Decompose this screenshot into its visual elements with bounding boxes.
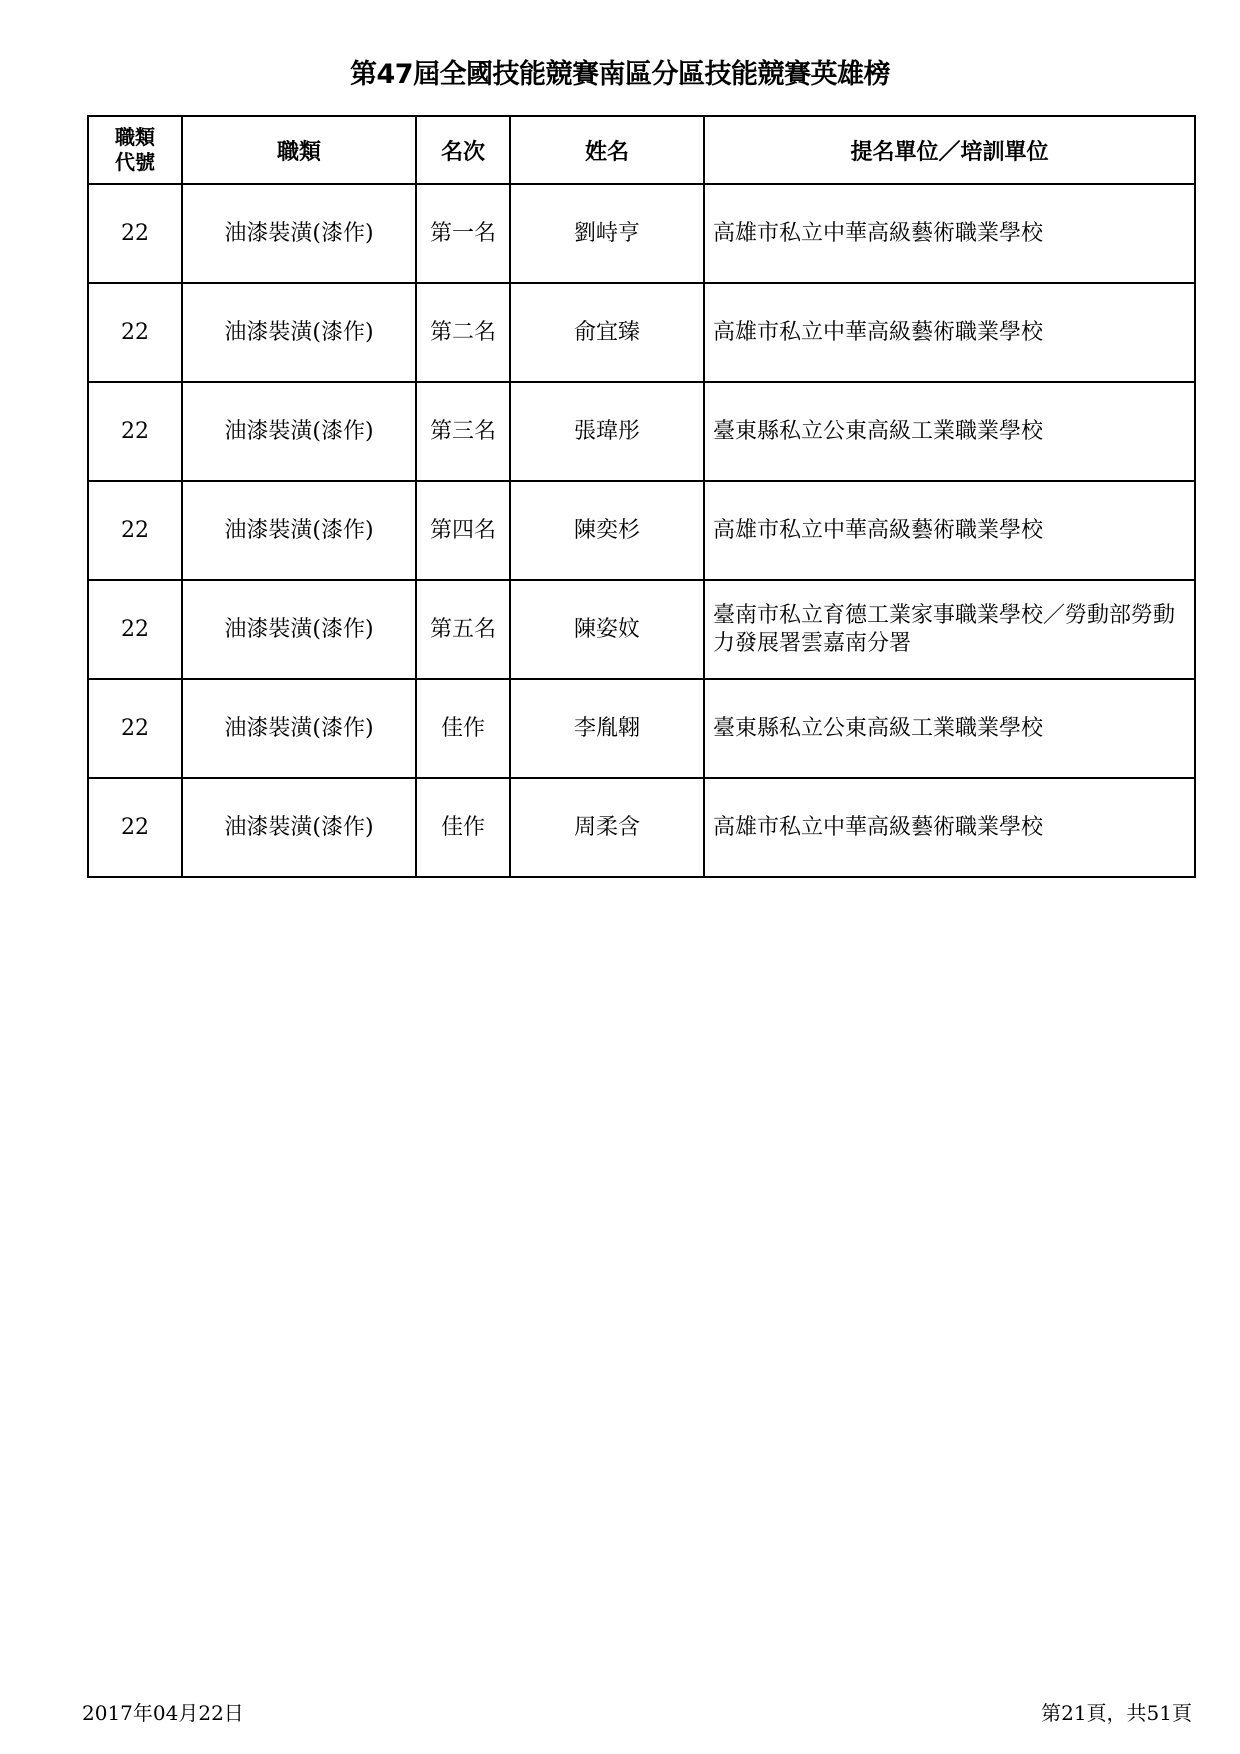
cell-rank: 第一名 bbox=[416, 184, 510, 283]
cell-unit: 高雄市私立中華高級藝術職業學校 bbox=[704, 778, 1195, 877]
cell-unit: 臺南市私立育德工業家事職業學校／勞動部勞動力發展署雲嘉南分署 bbox=[704, 580, 1195, 679]
cell-name: 張瑋彤 bbox=[510, 382, 704, 481]
cell-code: 22 bbox=[88, 481, 182, 580]
cell-name: 周柔含 bbox=[510, 778, 704, 877]
cell-category: 油漆裝潢(漆作) bbox=[182, 184, 416, 283]
cell-rank: 佳作 bbox=[416, 778, 510, 877]
header-category-code bbox=[88, 116, 182, 184]
header-category-code-line1: 職類 bbox=[115, 125, 155, 149]
page-title: 第47屆全國技能競賽南區分區技能競賽英雄榜 bbox=[349, 59, 891, 90]
hero-roster-table bbox=[87, 115, 1196, 878]
cell-unit: 臺東縣私立公東高級工業職業學校 bbox=[704, 679, 1195, 778]
table-row bbox=[88, 679, 1195, 778]
cell-code: 22 bbox=[88, 283, 182, 382]
cell-unit: 臺東縣私立公東高級工業職業學校 bbox=[704, 382, 1195, 481]
header-unit: 提名單位／培訓單位 bbox=[704, 116, 1195, 184]
table-row bbox=[88, 283, 1195, 382]
cell-rank: 第二名 bbox=[416, 283, 510, 382]
cell-code: 22 bbox=[88, 580, 182, 679]
cell-category: 油漆裝潢(漆作) bbox=[182, 778, 416, 877]
table-row bbox=[88, 382, 1195, 481]
cell-name: 劉峙亨 bbox=[510, 184, 704, 283]
cell-unit: 高雄市私立中華高級藝術職業學校 bbox=[704, 184, 1195, 283]
cell-unit: 高雄市私立中華高級藝術職業學校 bbox=[704, 481, 1195, 580]
cell-category: 油漆裝潢(漆作) bbox=[182, 679, 416, 778]
cell-rank: 佳作 bbox=[416, 679, 510, 778]
cell-rank: 第五名 bbox=[416, 580, 510, 679]
header-category-code-line2: 代號 bbox=[115, 150, 155, 174]
cell-rank: 第四名 bbox=[416, 481, 510, 580]
cell-name: 俞宜臻 bbox=[510, 283, 704, 382]
table-row bbox=[88, 481, 1195, 580]
cell-code: 22 bbox=[88, 778, 182, 877]
header-rank: 名次 bbox=[416, 116, 510, 184]
cell-name: 陳姿妏 bbox=[510, 580, 704, 679]
cell-name: 陳奕杉 bbox=[510, 481, 704, 580]
table-row bbox=[88, 778, 1195, 877]
cell-name: 李胤翺 bbox=[510, 679, 704, 778]
cell-category: 油漆裝潢(漆作) bbox=[182, 382, 416, 481]
cell-category: 油漆裝潢(漆作) bbox=[182, 283, 416, 382]
header-category: 職類 bbox=[182, 116, 416, 184]
header-name: 姓名 bbox=[510, 116, 704, 184]
cell-code: 22 bbox=[88, 679, 182, 778]
table-row bbox=[88, 580, 1195, 679]
footer-page-number: 第21頁，共51頁 bbox=[1041, 1701, 1192, 1725]
table-row bbox=[88, 184, 1195, 283]
table-header-row bbox=[88, 116, 1195, 184]
cell-code: 22 bbox=[88, 184, 182, 283]
cell-code: 22 bbox=[88, 382, 182, 481]
cell-unit: 高雄市私立中華高級藝術職業學校 bbox=[704, 283, 1195, 382]
cell-rank: 第三名 bbox=[416, 382, 510, 481]
cell-category: 油漆裝潢(漆作) bbox=[182, 580, 416, 679]
cell-category: 油漆裝潢(漆作) bbox=[182, 481, 416, 580]
footer-date: 2017年04月22日 bbox=[82, 1701, 244, 1725]
